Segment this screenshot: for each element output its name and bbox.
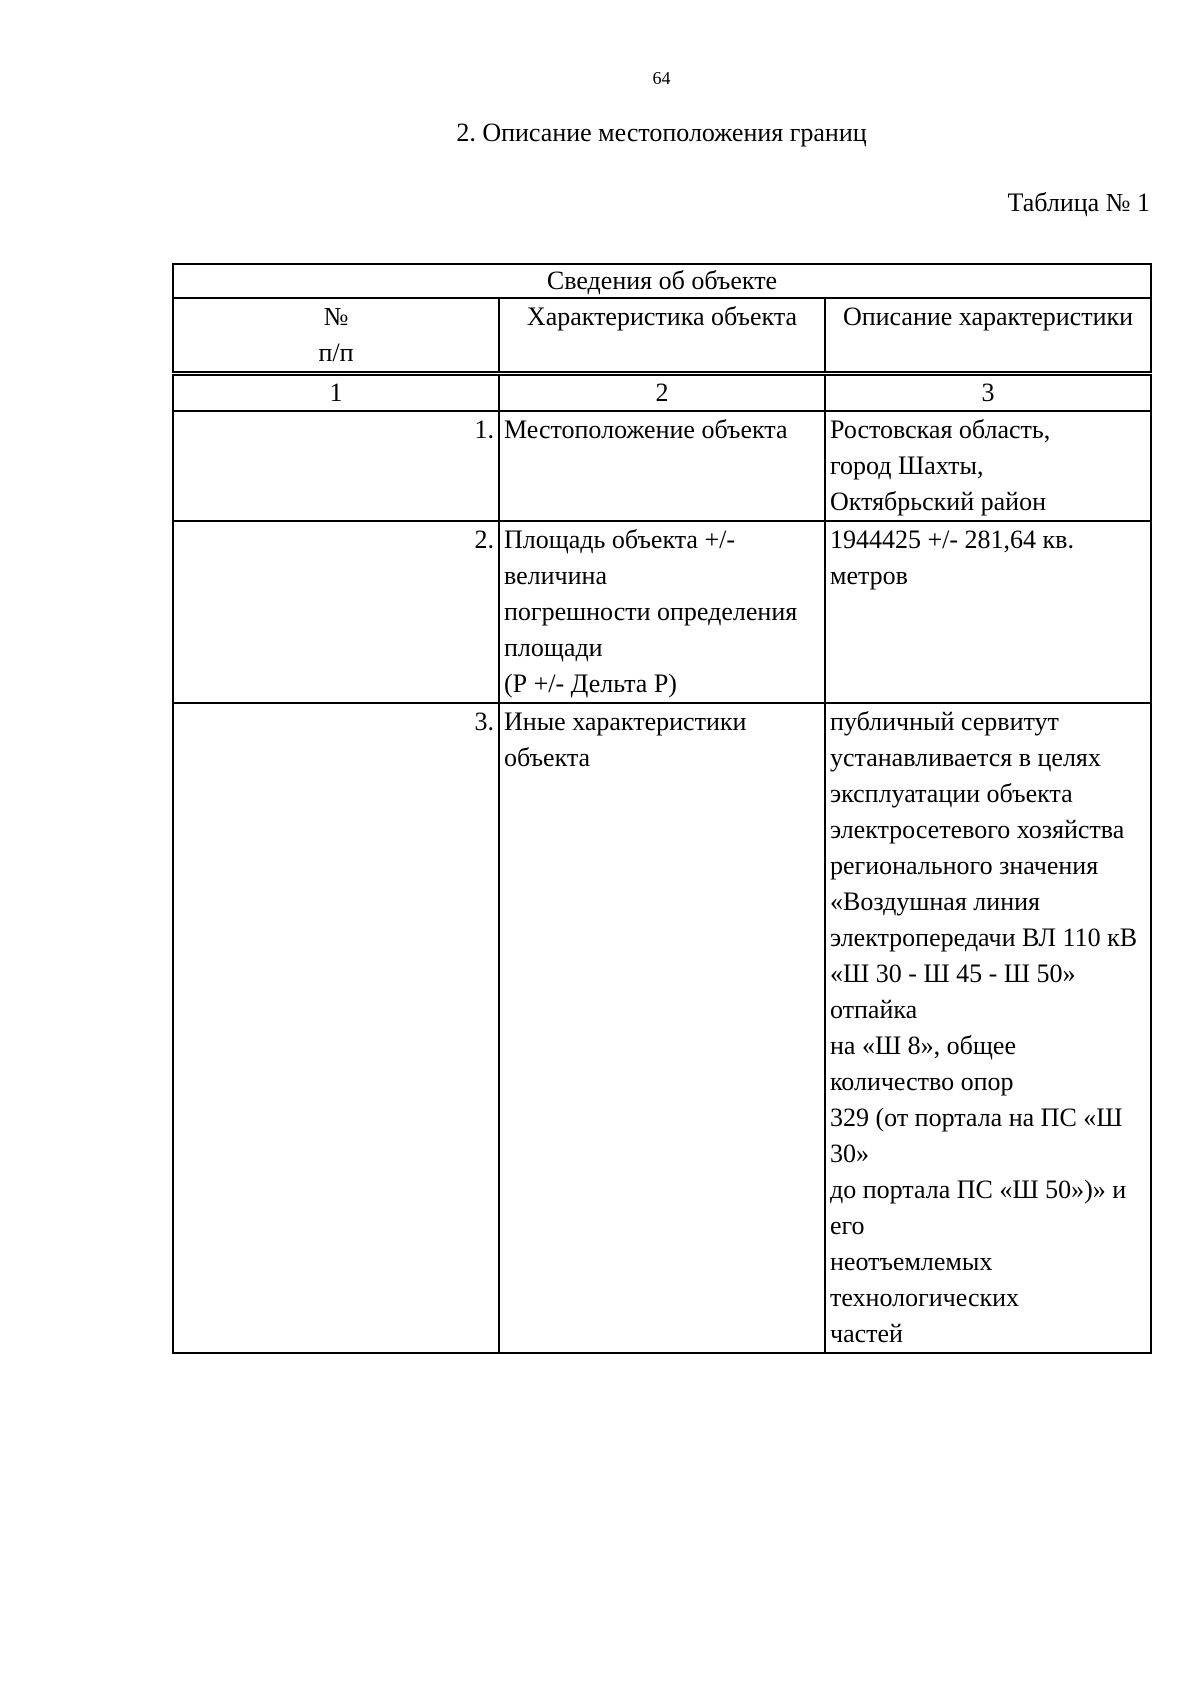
description-line: «Ш 30 - Ш 45 - Ш 50» отпайка — [830, 959, 1076, 1024]
characteristic-line: (Р +/- Дельта Р) — [504, 669, 677, 698]
header-description: Описание характеристики — [825, 298, 1151, 374]
row-description — [825, 411, 1151, 521]
description-line: неотъемлемых технологических — [830, 1247, 1020, 1312]
row-description — [825, 703, 1151, 1353]
row-characteristic — [499, 521, 825, 703]
description-line: Октябрьский район — [830, 487, 1046, 516]
table-row — [173, 521, 1151, 703]
characteristic-line: погрешности определения площади — [504, 597, 798, 662]
column-numbers-row — [173, 374, 1151, 412]
header-number-line2: п/п — [318, 338, 354, 367]
description-line: до портала ПС «Ш 50»)» и его — [830, 1175, 1127, 1240]
row-number: 1. — [173, 411, 499, 521]
row-number: 3. — [173, 703, 499, 1353]
description-line: на «Ш 8», общее количество опор — [830, 1031, 1017, 1096]
description-line: электросетевого хозяйства — [830, 815, 1125, 844]
description-line: эксплуатации объекта — [830, 779, 1073, 808]
table-header-row — [173, 298, 1151, 374]
row-number: 2. — [173, 521, 499, 703]
description-line: регионального значения — [830, 851, 1099, 880]
table-label: Таблица № 1 — [1007, 188, 1150, 217]
table-caption-row — [173, 264, 1151, 298]
description-line: частей — [830, 1319, 903, 1348]
row-description: 1944425 +/- 281,64 кв. метров — [825, 521, 1151, 703]
description-line: электропередачи ВЛ 110 кВ — [830, 923, 1138, 952]
column-number: 3 — [825, 374, 1151, 412]
column-number: 1 — [173, 374, 499, 412]
description-line: публичный сервитут — [830, 707, 1059, 736]
header-characteristic: Характеристика объекта — [499, 298, 825, 374]
description-line: город Шахты, — [830, 451, 984, 480]
description-line: Ростовская область, — [830, 415, 1051, 444]
table-caption: Сведения об объекте — [173, 264, 1151, 298]
header-number — [173, 298, 499, 374]
description-line: «Воздушная линия — [830, 887, 1040, 916]
section-title: 2. Описание местоположения границ — [456, 118, 867, 147]
object-info-table — [172, 263, 1152, 1354]
characteristic-line: Площадь объекта +/- величина — [504, 525, 736, 590]
row-characteristic: Иные характеристики объекта — [499, 703, 825, 1353]
column-number: 2 — [499, 374, 825, 412]
page-number: 64 — [652, 68, 671, 88]
header-number-line1: № — [323, 302, 349, 331]
description-line: 329 (от портала на ПС «Ш 30» — [830, 1103, 1123, 1168]
description-line: устанавливается в целях — [830, 743, 1101, 772]
table-row — [173, 411, 1151, 521]
row-characteristic: Местоположение объекта — [499, 411, 825, 521]
table-row — [173, 703, 1151, 1353]
